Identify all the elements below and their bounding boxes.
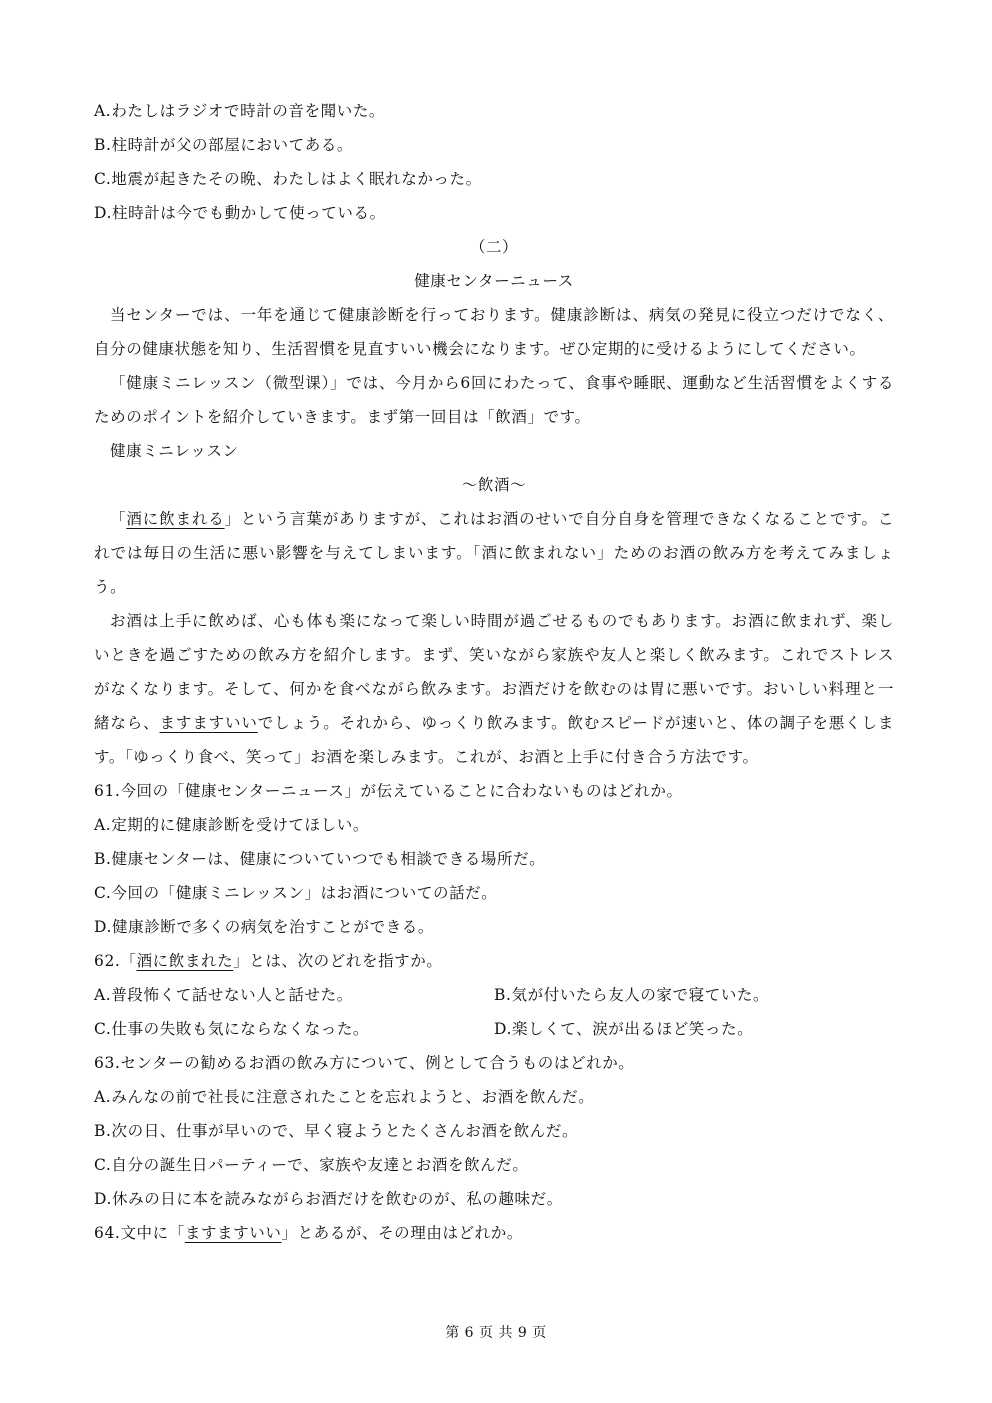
question-63-stem: 63.センターの勧めるお酒の飲み方について、例として合うものはどれか。 [94, 1054, 635, 1072]
exam-page [94, 94, 894, 1250]
quote-open: 「 [110, 510, 127, 528]
underlined-phrase-sake-ni-nomareru: 酒に飲まれる [126, 510, 225, 528]
question-62-option-a: A.普段怖くて話せない人と話せた。 [94, 986, 353, 1004]
lesson-subtitle: ～飲酒～ [461, 476, 527, 494]
lesson-paragraph-2-text-before: お酒は上手に飲めば、心も体も楽になって楽しい時間が過ごせるものでもあります。お酒に飲まれず、楽しいときを過ごすための飲み方を紹介します。まず、笑いながら家族や友人と楽しく飲みます。これでストレスがなくなります。そして、何かを食べながら飲みます。お酒だけを飲むのは胃に悪いです。おいしい料理と一緒なら、 [94, 612, 894, 732]
question-61-option-d: D.健康診断で多くの病気を治すことができる。 [94, 918, 435, 936]
question-62-option-b: B.気が付いたら友人の家で寝ていた。 [494, 986, 770, 1004]
question-64-stem-before: 64.文中に「 [94, 1224, 185, 1242]
prev-option-b: B.柱時計が父の部屋においてある。 [94, 136, 354, 154]
question-62-underlined: 酒に飲まれた [136, 952, 234, 970]
question-62-stem-after: 」とは、次のどれを指すか。 [233, 952, 443, 970]
question-63-option-d: D.休みの日に本を読みながらお酒だけを飲むのが、私の趣味だ。 [94, 1190, 563, 1208]
question-62-option-c: C.仕事の失敗も気にならなくなった。 [94, 1020, 370, 1038]
question-64-stem [94, 1216, 894, 1250]
question-63-option-a: A.みんなの前で社長に注意されたことを忘れようと、お酒を飲んだ。 [94, 1088, 595, 1106]
question-61-option-a: A.定期的に健康診断を受けてほしい。 [94, 816, 369, 834]
prev-option-d: D.柱時計は今でも動かして使っている。 [94, 204, 386, 222]
lesson-paragraph-2-text-after: でしょう。それから、ゆっくり飲みます。飲むスピードが速いと、体の調子を悪くします。「ゆっくり食べ、笑って」お酒を楽しみます。これが、お酒と上手に付き合う方法です。 [94, 714, 895, 766]
question-62-stem-before: 62.「 [94, 952, 137, 970]
question-63-option-c: C.自分の誕生日パーティーで、家族や友達とお酒を飲んだ。 [94, 1156, 529, 1174]
question-64-stem-after: 」とあるが、その理由はどれか。 [281, 1224, 523, 1242]
section-number: （二） [469, 238, 519, 256]
question-61-stem: 61.今回の「健康センターニュース」が伝えていることに合わないものはどれか。 [94, 782, 683, 800]
section-title: 健康センターニュース [414, 272, 574, 290]
question-64-underlined: ますますいい [184, 1224, 282, 1242]
question-63-option-b: B.次の日、仕事が早いので、早く寝ようとたくさんお酒を飲んだ。 [94, 1122, 579, 1140]
question-62-options-row-2 [94, 1012, 894, 1046]
underlined-phrase-masumasu-ii: ますますいい [159, 714, 258, 732]
lesson-paragraph-1 [94, 502, 894, 604]
question-62-option-d: D.楽しくて、涙が出るほど笑った。 [494, 1020, 754, 1038]
page-footer: 第 6 页 共 9 页 [445, 1325, 547, 1341]
lesson-paragraph-2 [94, 604, 894, 774]
lesson-paragraph-1-text: 」という言葉がありますが、これはお酒のせいで自分自身を管理できなくなることです。これでは毎日の生活に悪い影響を与えてしまいます。「酒に飲まれない」ためのお酒の飲み方を考えてみましょう。 [94, 510, 894, 596]
question-62-stem [94, 944, 894, 978]
prev-option-a: A.わたしはラジオで時計の音を聞いた。 [94, 102, 386, 120]
intro-paragraph-1: 当センターでは、一年を通じて健康診断を行っております。健康診断は、病気の発見に役立つだけでなく、自分の健康状態を知り、生活習慣を見直すいい機会になります。ぜひ定期的に受けるようにしてください。 [94, 306, 894, 358]
prev-option-c: C.地震が起きたその晩、わたしはよく眠れなかった。 [94, 170, 482, 188]
question-62-options-row-1 [94, 978, 894, 1012]
question-61-option-b: B.健康センターは、健康についていつでも相談できる場所だ。 [94, 850, 546, 868]
intro-paragraph-2: 「健康ミニレッスン（微型课）」では、今月から6回にわたって、食事や睡眠、運動など生活習慣をよくするためのポイントを紹介していきます。まず第一回目は「飲酒」です。 [94, 374, 894, 426]
lesson-label: 健康ミニレッスン [110, 442, 239, 460]
question-61-option-c: C.今回の「健康ミニレッスン」はお酒についての話だ。 [94, 884, 498, 902]
